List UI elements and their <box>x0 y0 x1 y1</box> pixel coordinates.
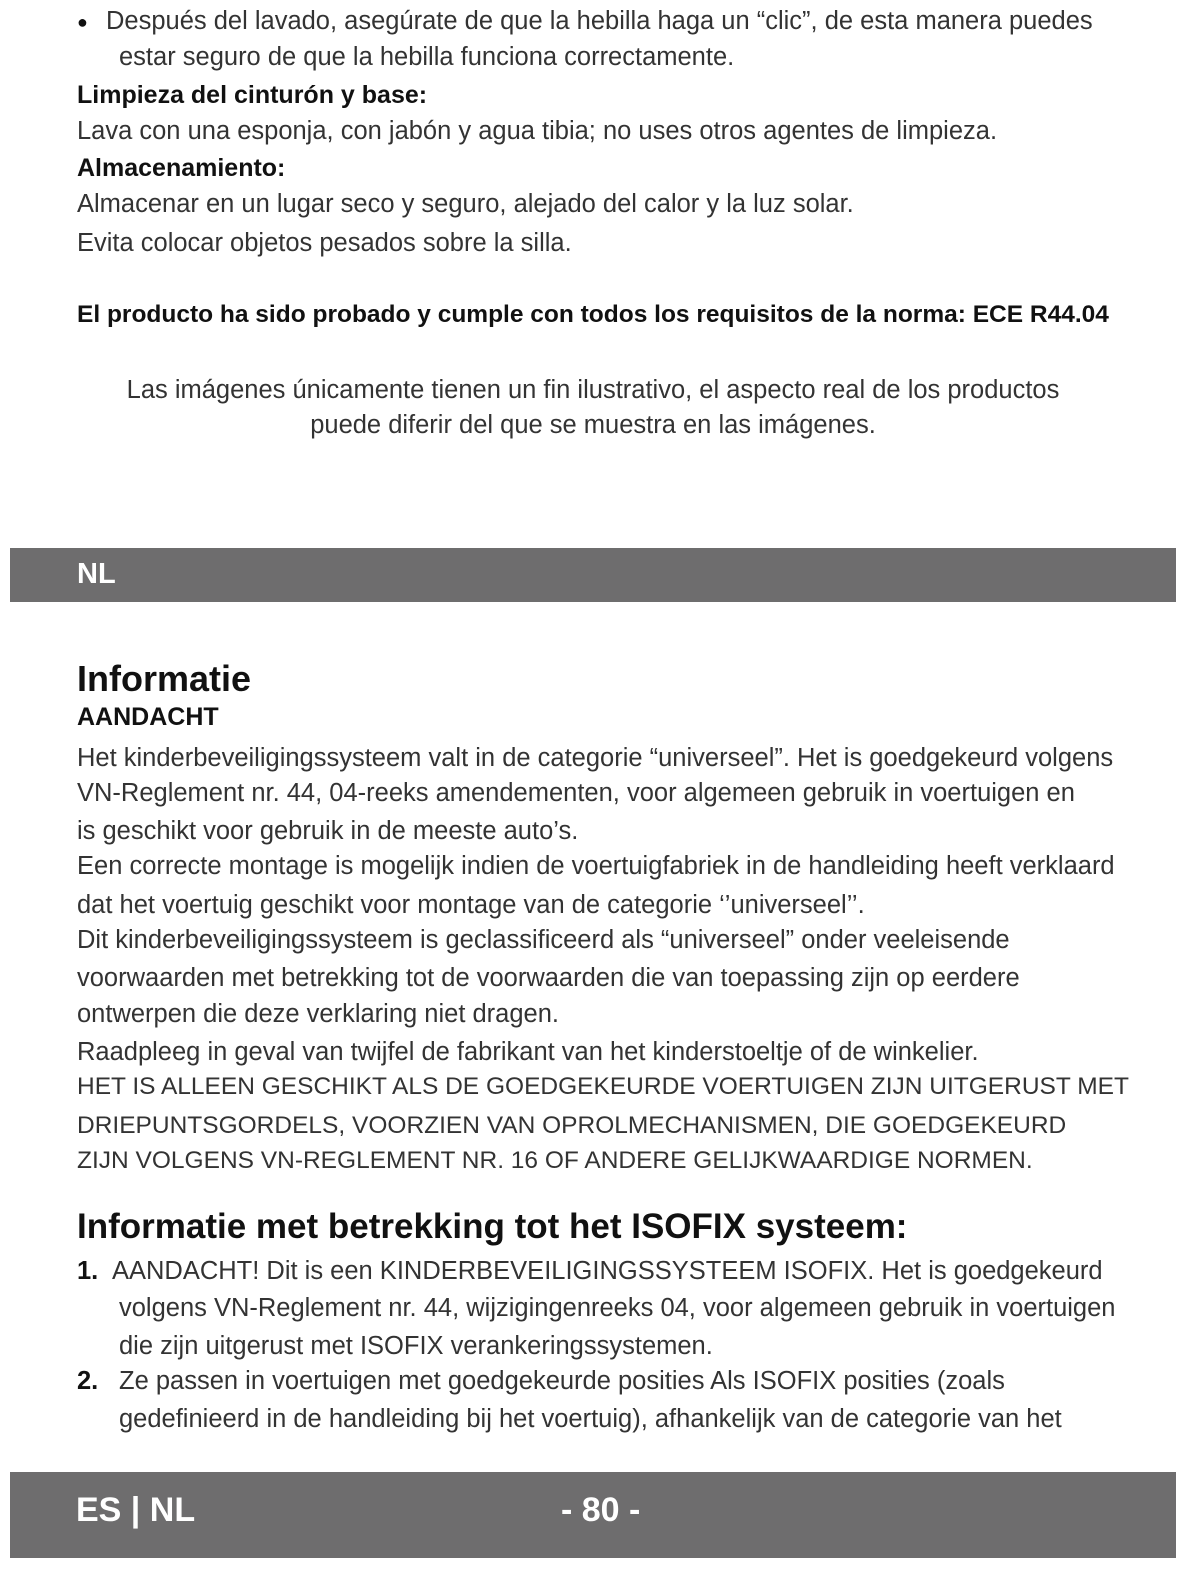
bullet-text-line2: estar seguro de que la hebilla funciona correctamente. <box>119 43 735 71</box>
storage-text-line1: Almacenar en un lugar seco y seguro, alejado del calor y la luz solar. <box>77 190 854 218</box>
storage-heading: Almacenamiento: <box>77 154 286 182</box>
nl-para-line-5: dat het voertuig geschikt voor montage van de categorie ‘’universeel’’. <box>77 891 865 919</box>
page-number: - 80 - <box>561 1491 641 1529</box>
isofix-title: Informatie met betrekking tot het ISOFIX systeem: <box>77 1207 908 1246</box>
footer-languages: ES | NL <box>76 1491 196 1529</box>
footer-bar <box>10 1472 1176 1558</box>
nl-para-line-2: VN-Reglement nr. 44, 04-reeks amendementen, voor algemeen gebruik in voertuigen en <box>77 779 1075 807</box>
nl-para-line-4: Een correcte montage is mogelijk indien de voertuigfabriek in de handleiding heeft verklaard <box>77 852 1115 880</box>
belt-text: Lava con una esponja, con jabón y agua tibia; no uses otros agentes de limpieza. <box>77 117 998 145</box>
norm-statement: El producto ha sido probado y cumple con todos los requisitos de la norma: ECE R44.04 <box>77 301 1109 328</box>
bullet-icon: ● <box>77 12 88 32</box>
disclaimer-line2: puede diferir del que se muestra en las imágenes. <box>310 411 876 439</box>
list-item-2-line2: gedefinieerd in de handleiding bij het voertuig), afhankelijk van de categorie van het <box>119 1405 1062 1433</box>
disclaimer-line1: Las imágenes únicamente tienen un fin ilustrativo, el aspecto real de los productos <box>126 376 1060 404</box>
section-bar-nl <box>10 548 1176 602</box>
section-bar-label: NL <box>77 558 116 590</box>
belt-heading: Limpieza del cinturón y base: <box>77 81 428 109</box>
storage-text-line2: Evita colocar objetos pesados sobre la silla. <box>77 229 572 257</box>
nl-para-line-8: ontwerpen die deze verklaring niet dragen. <box>77 1000 559 1028</box>
nl-para-line-11: DRIEPUNTSGORDELS, VOORZIEN VAN OPROLMECHANISMEN, DIE GOEDGEKEURD <box>77 1112 1067 1139</box>
nl-para-line-1: Het kinderbeveiligingssysteem valt in de categorie “universeel”. Het is goedgekeurd volgens <box>77 744 1114 772</box>
nl-attention: AANDACHT <box>77 703 219 731</box>
list-number-1: 1. <box>77 1257 99 1285</box>
nl-para-line-10: HET IS ALLEEN GESCHIKT ALS DE GOEDGEKEURDE VOERTUIGEN ZIJN UITGERUST MET <box>77 1073 1129 1100</box>
list-number-2: 2. <box>77 1367 99 1395</box>
nl-title: Informatie <box>77 658 252 699</box>
nl-para-line-6: Dit kinderbeveiligingssysteem is geclassificeerd als “universeel” onder veeleisende <box>77 926 1010 954</box>
nl-para-line-12: ZIJN VOLGENS VN-REGLEMENT NR. 16 OF ANDERE GELIJKWAARDIGE NORMEN. <box>77 1147 1033 1174</box>
nl-para-line-3: is geschikt voor gebruik in de meeste auto’s. <box>77 817 579 845</box>
list-item-1-line2: volgens VN-Reglement nr. 44, wijzigingenreeks 04, voor algemeen gebruik in voertuigen <box>119 1294 1116 1322</box>
nl-para-line-7: voorwaarden met betrekking tot de voorwaarden die van toepassing zijn op eerdere <box>77 964 1020 992</box>
bullet-text-line1: Después del lavado, asegúrate de que la hebilla haga un “clic”, de esta manera puedes <box>106 7 1093 35</box>
list-item-1-line1: AANDACHT! Dit is een KINDERBEVEILIGINGSSYSTEEM ISOFIX. Het is goedgekeurd <box>112 1257 1103 1285</box>
list-item-1-line3: die zijn uitgerust met ISOFIX verankeringssystemen. <box>119 1332 713 1360</box>
list-item-2-line1: Ze passen in voertuigen met goedgekeurde posities Als ISOFIX posities (zoals <box>119 1367 1005 1395</box>
nl-para-line-9: Raadpleeg in geval van twijfel de fabrikant van het kinderstoeltje of de winkelier. <box>77 1038 979 1066</box>
